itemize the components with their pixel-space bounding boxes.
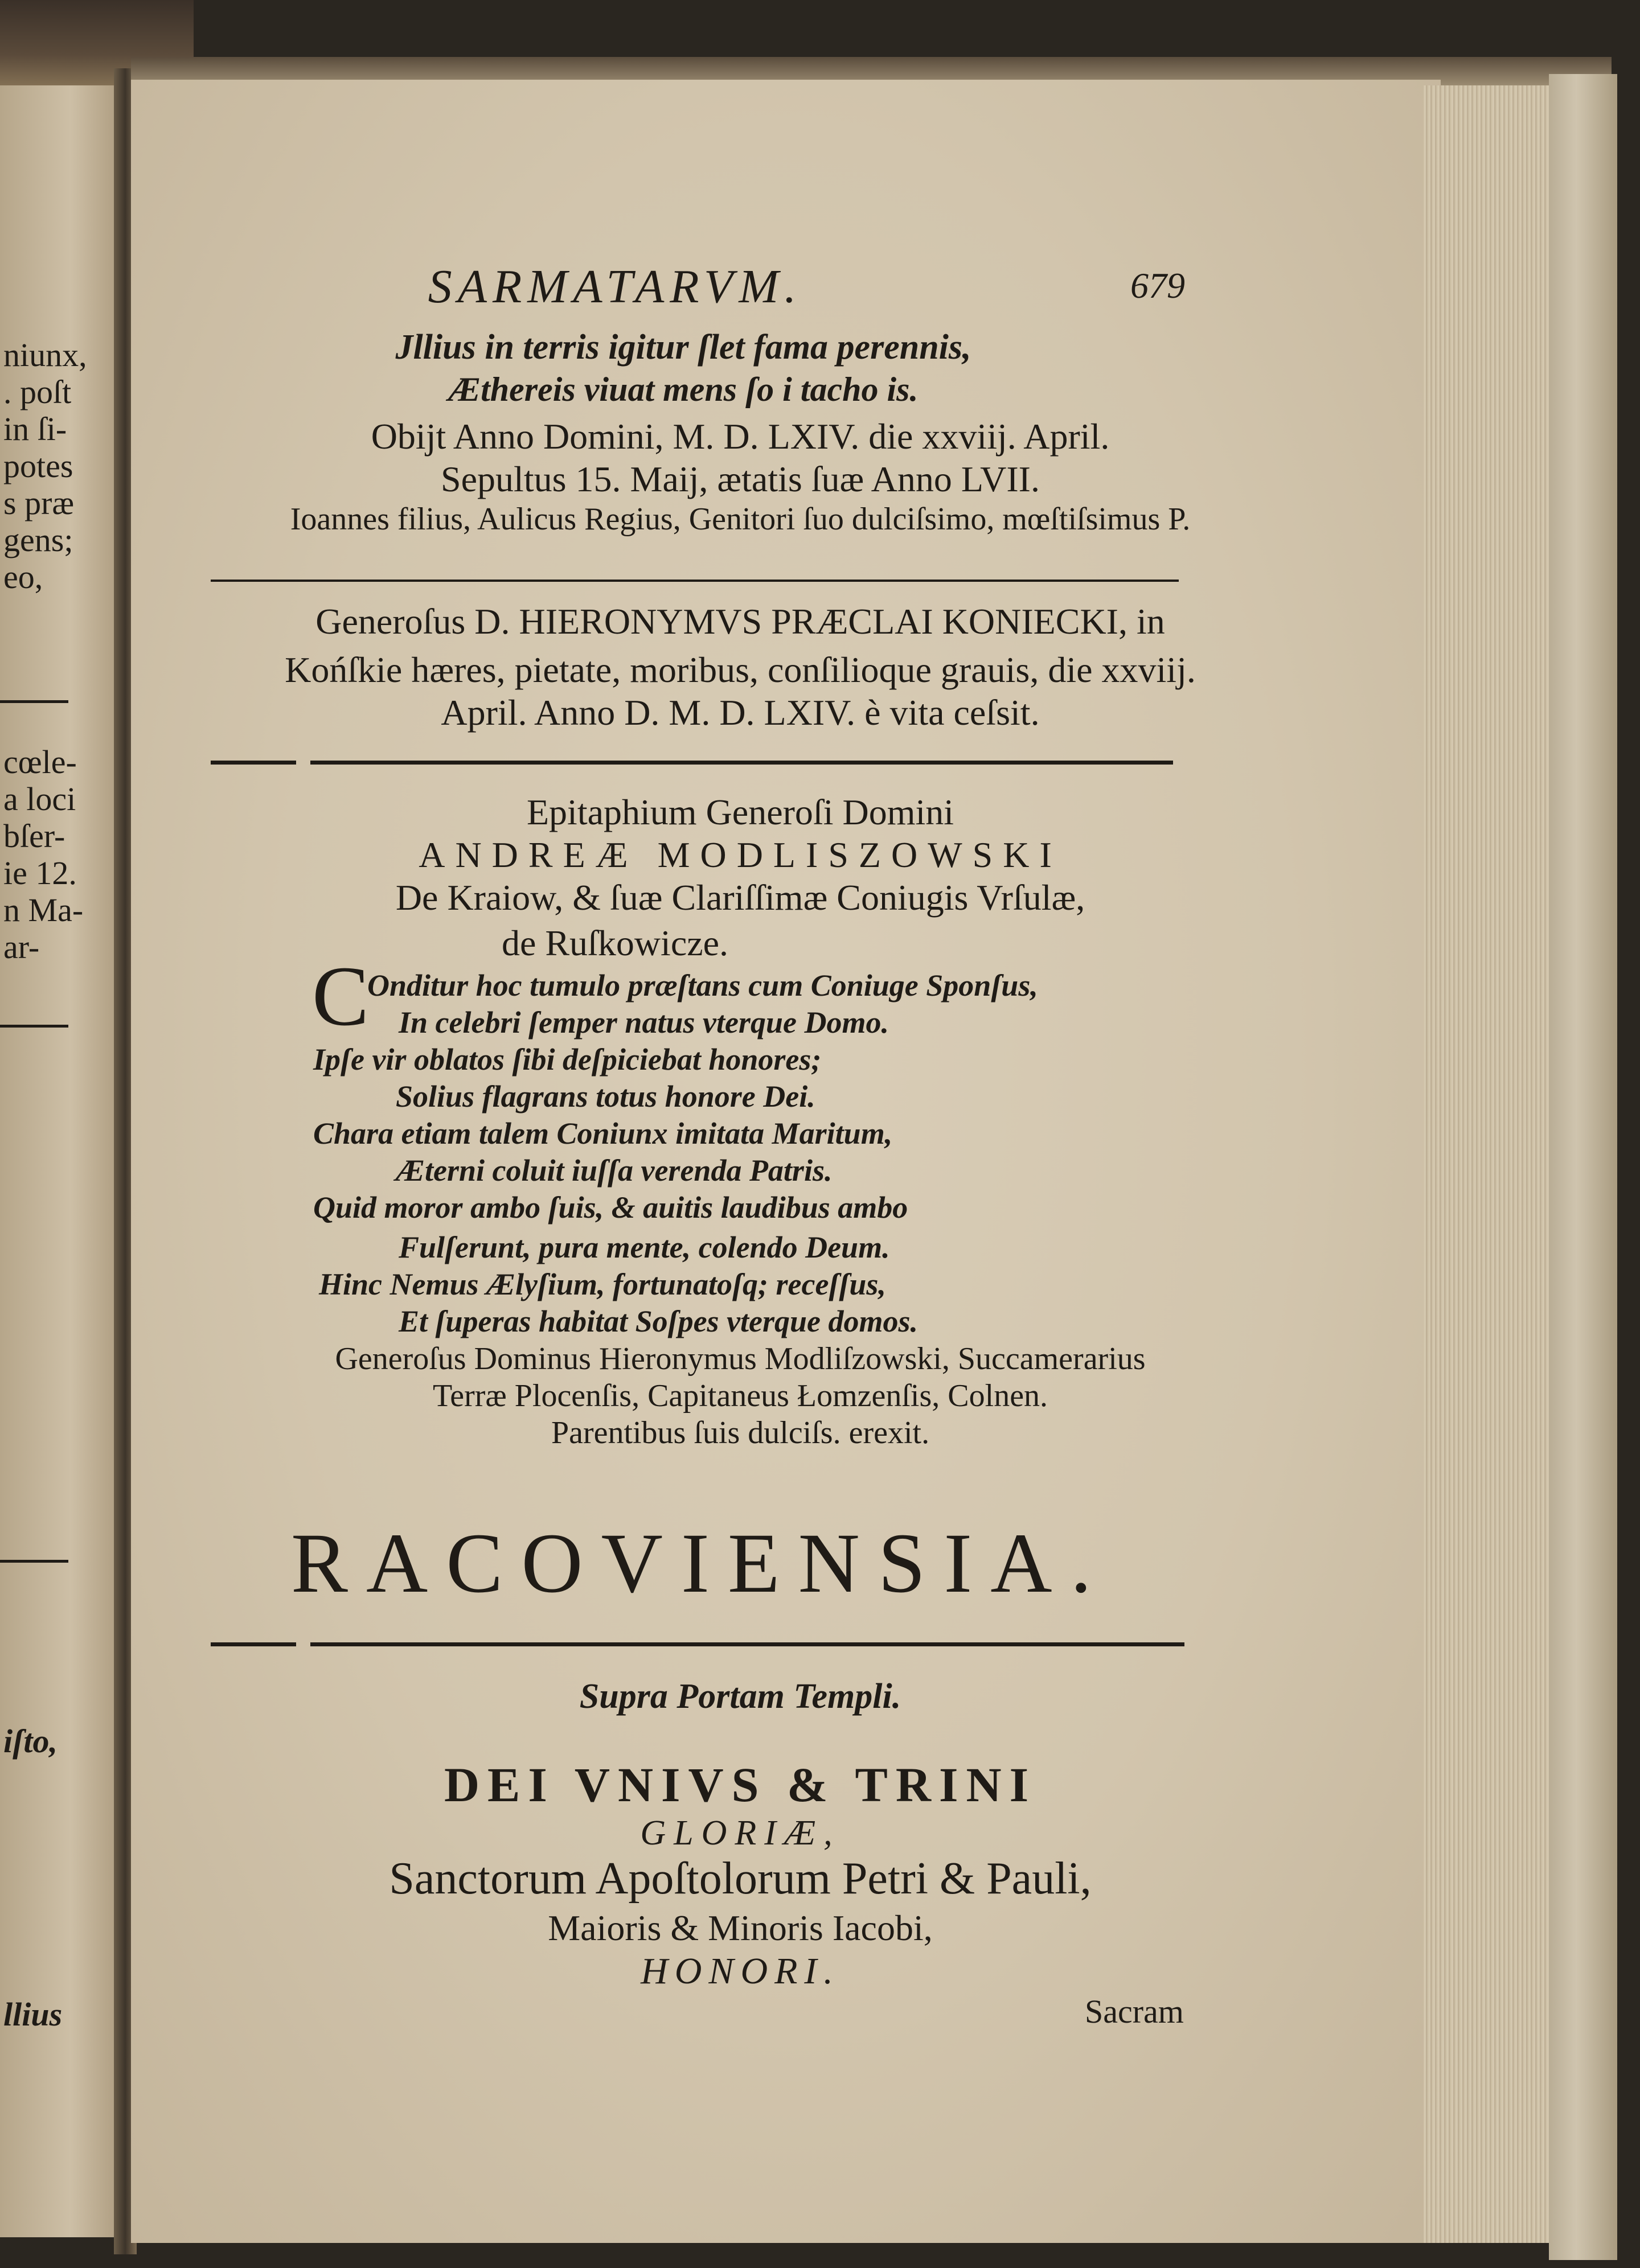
epitaph-subtitle: de Ruſkowicze. <box>501 923 729 963</box>
section-title: RACOVIENSIA. <box>290 1516 1110 1610</box>
left-fragment: bſer- <box>3 817 65 854</box>
left-fragment: n Ma- <box>3 891 84 928</box>
running-head: SARMATARVM. <box>428 260 802 313</box>
left-rule <box>0 1025 68 1028</box>
epitaph-verse: Onditur hoc tumulo præſtans cum Coniuge Sponſus, <box>367 968 1038 1002</box>
epitaph-verse: Chara etiam talem Coniunx imitata Maritum, <box>313 1116 893 1151</box>
epitaph-title: Epitaphium Generoſi Domini <box>526 792 954 832</box>
dedication-line: Maioris & Minoris Iacobi, <box>548 1908 933 1948</box>
epitaph-verse: Ipſe vir oblatos ſibi deſpiciebat honores; <box>313 1042 822 1077</box>
left-rule <box>0 1560 68 1563</box>
left-fragment: cœle- <box>3 743 77 780</box>
dedication-line: DEI VNIVS & TRINI <box>444 1757 1037 1812</box>
section-subtitle: Supra Portam Templi. <box>579 1677 901 1716</box>
epitaph-footer-line: Terræ Plocenſis, Capitaneus Łomzenſis, Colnen. <box>432 1378 1048 1414</box>
epitaph-subtitle: De Kraiow, & ſuæ Clariſſimæ Coniugis Vrſulæ, <box>395 877 1085 918</box>
inscription-line: Końſkie hæres, pietate, moribus, conſilioque grauis, die xxviij. <box>285 650 1196 690</box>
poem-line: Æthereis viuat mens ſo i tacho is. <box>448 371 919 408</box>
left-fragment: llius <box>3 1996 63 2033</box>
left-page <box>0 85 128 2237</box>
left-fragment: eo, <box>3 558 43 595</box>
left-fragment: potes <box>3 447 73 484</box>
inscription-line: Sepultus 15. Maij, ætatis ſuæ Anno LVII. <box>441 459 1040 499</box>
epitaph-footer-line: Generoſus Dominus Hieronymus Modliſzowski, Succamerarius <box>335 1341 1146 1377</box>
dedication-line: Sanctorum Apoſtolorum Petri & Pauli, <box>389 1854 1092 1904</box>
epitaph-verse: Solius flagrans totus honore Dei. <box>396 1079 815 1114</box>
page-number: 679 <box>1130 265 1185 306</box>
epitaph-verse: Æterni coluit iuſſa verenda Patris. <box>396 1153 833 1188</box>
epitaph-verse: Fulſerunt, pura mente, colendo Deum. <box>399 1230 890 1264</box>
left-fragment: in ſi- <box>3 410 67 447</box>
left-fragment: niunx, <box>3 336 87 373</box>
epitaph-footer-line: Parentibus ſuis dulciſs. erexit. <box>551 1415 930 1451</box>
inscription-line: Ioannes filius, Aulicus Regius, Genitori ſuo dulciſsimo, mœſtiſsimus P. <box>290 502 1191 537</box>
dedication-line: HONORI. <box>641 1950 840 1992</box>
left-fragment: . poſt <box>3 373 72 410</box>
left-fragment: s præ <box>3 484 75 521</box>
inscription-line: April. Anno D. M. D. LXIV. è vita ceſsit. <box>441 692 1040 733</box>
dedication-line: GLORIÆ, <box>640 1814 840 1852</box>
divider-rule <box>310 761 1173 765</box>
epitaph-verse: Hinc Nemus Ælyſium, fortunatoſq; receſſus, <box>319 1267 886 1301</box>
inscription-line: Obijt Anno Domini, M. D. LXIV. die xxviij. April. <box>371 416 1110 457</box>
left-rule <box>0 700 68 703</box>
epitaph-name: ANDREÆ MODLISZOWSKI <box>419 835 1062 875</box>
divider-rule <box>310 1642 1184 1646</box>
left-fragment: ar- <box>3 928 40 965</box>
divider-rule <box>211 580 1179 582</box>
catchword: Sacram <box>1085 1993 1184 2030</box>
book-cover-edge <box>1549 74 1617 2260</box>
left-fragment: gens; <box>3 521 73 558</box>
divider-rule <box>211 761 296 765</box>
poem-line: Jllius in terris igitur ſlet fama perennis, <box>395 328 971 367</box>
left-fragment: iſto, <box>3 1723 58 1760</box>
left-fragment: ie 12. <box>3 854 77 891</box>
left-fragment: a loci <box>3 780 76 817</box>
page-block-edges <box>1424 85 1555 2243</box>
drop-cap: C <box>312 949 370 1043</box>
divider-rule <box>211 1642 296 1646</box>
inscription-line: Generoſus D. HIERONYMVS PRÆCLAI KONIECKI, in <box>315 601 1165 642</box>
epitaph-verse: Et ſuperas habitat Soſpes vterque domos. <box>399 1304 919 1338</box>
epitaph-verse: In celebri ſemper natus vterque Domo. <box>399 1005 889 1040</box>
epitaph-verse: Quid moror ambo ſuis, & auitis laudibus ambo <box>313 1190 908 1225</box>
